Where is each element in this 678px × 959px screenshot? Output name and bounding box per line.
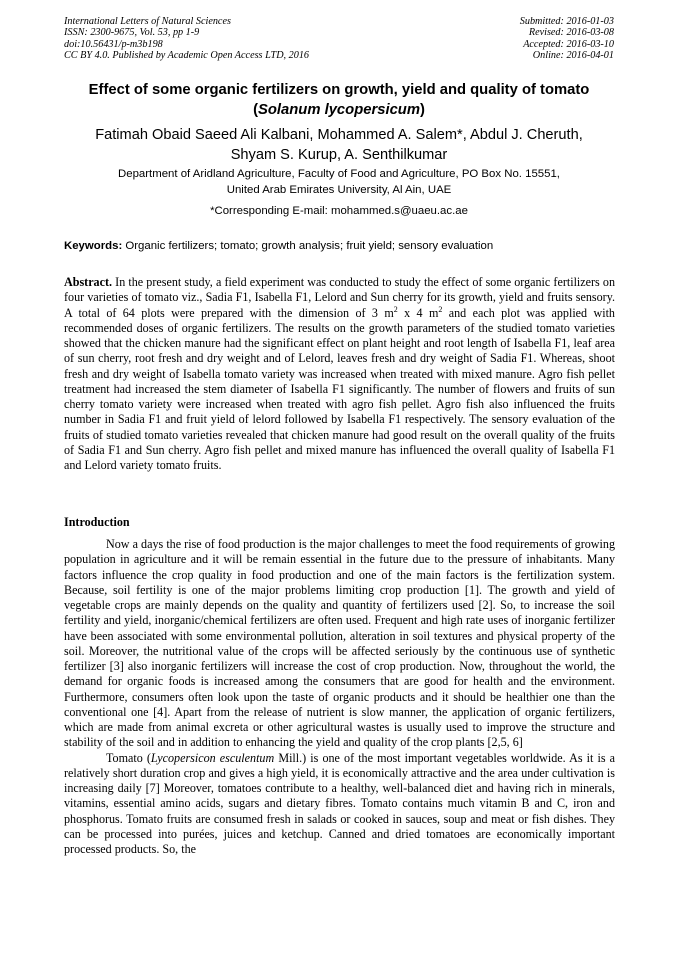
para2-species: Lycopersicon esculentum — [150, 750, 275, 765]
authors-line-1: Fatimah Obaid Saeed Ali Kalbani, Mohammed A. Salem*, Abdul J. Cheruth, — [95, 127, 583, 143]
author-list — [40, 125, 638, 165]
abstract-text-2: x 4 m — [397, 305, 439, 320]
journal-name: International Letters of Natural Sciences — [64, 16, 231, 27]
abstract-text-3: and each plot was applied with recommended doses of organic fertilizers. The results on the growth parameters of the studied tomato varieties showed that the chicken manure had the significant effect on plant height and root length of Isabella F1, leaf area of sun cherry, root fresh and dry weight and of Lelord, leaves fresh and dry weight of Sadia F1. Whereas, shoot fresh and dry weight of Isabella tomato variety was increased when treated with mixed manure. Agro fish pellet treatment had increased the stem diameter of Isabella F1 significantly. The number of flowers and fruits of sun cherry tomato variety were increased when treated with agro fish pellet. Agro fish also influenced the fruits number in Sadia F1 and fruit yield of lelord followed by Isabella F1 respectively. The sensory evaluation of the fruits of studied tomato varieties revealed that chicken manure had good result on the overall quality of the fruits of Sadia F1 and Sun cherry. Agro fish pellet and mixed manure has influenced the overall quality of Isabella F1 and Lelord variety tomato fruits. — [64, 305, 615, 472]
corresponding-email: *Corresponding E-mail: mohammed.s@uaeu.ac.ae — [210, 205, 468, 217]
introduction-body — [64, 537, 615, 857]
authors-line-2: Shyam S. Kurup, A. Senthilkumar — [230, 147, 448, 163]
introduction-heading: Introduction — [64, 515, 130, 529]
submitted-date: Submitted: 2016-01-03 — [519, 16, 614, 27]
para2-text-a: Tomato ( — [106, 750, 151, 765]
abstract-sup-1: 2 — [393, 304, 398, 314]
title-species: Solanum lycopersicum — [258, 102, 420, 118]
title-main: Effect of some organic fertilizers on growth, yield and quality of tomato — [88, 82, 590, 98]
accepted-date: Accepted: 2016-03-10 — [523, 38, 614, 50]
introduction-paragraph-1: Now a days the rise of food production is the major challenges to meet the food requirements of growing population in agriculture and it will be remain essential in the future due to the pressure of inhabitants. Many factors influence the crop quality in food production and one of the main factors is the fertilization system. Because, soil fertility is one of the major problems limiting crop production [1]. The growth and yield of vegetable crops are mainly depends on the quality and quantity of fertilizers used [2]. So, to increase the soil fertility and yield, inorganic/chemical fertilizers are often used. Frequent and high rate uses of inorganic fertilizer have been associated with some environmental pollution, alteration in soil textures and physical property of the soil. Moreover, the nutritional value of the crops will be affected seriously by the continuous use of synthetic fertilizer [3] also inorganic fertilizers will increase the cost of crop production. Now, throughout the world, the demand for organic foods is increased among the consumers that are good for health and the environment. Furthermore, consumers often look upon the taste of organic products and it should be healthier one than the conventional one [4]. Apart from the release of nutrient is slow manner, the application of organic fertilizers, which are made from animal excreta or other agricultural wastes is usually used to improve the structure and stability of the soil and in addition to enhancing the yield and quality of the crop plants [2,5, 6] — [64, 537, 615, 750]
introduction-paragraph-2 — [64, 751, 615, 858]
abstract-text-1: In the present study, a field experiment was conducted to study the effect of some organic fertilizers on four varieties of tomato viz., Sadia F1, Isabella F1, Lelord and Sun cherry for its growth, yield and fruits sensory. A total of 64 plots were prepared with the dimension of 3 m — [64, 275, 615, 320]
affiliation-line-2: United Arab Emirates University, Al Ain, UAE — [226, 184, 452, 196]
abstract — [64, 275, 615, 473]
online-date: Online: 2016-04-01 — [532, 50, 614, 62]
journal-license: CC BY 4.0. Published by Academic Open Access LTD, 2016 — [64, 50, 310, 62]
abstract-label: Abstract. — [64, 275, 113, 289]
para2-text-b: Mill.) is one of the most important vegetables worldwide. As it is a relatively short duration crop and gives a high yield, it is economically attractive and the area under cultivation is increasing daily [7] Moreover, tomatoes contribute to a healthy, well-balanced diet and having rich in minerals, vitamins, essential amino acids, sugars and dietary fibres. Tomato contains much vitamin B and C, iron and phosphorus. Tomato fruits are consumed fresh in salads or cooked in sauces, soup and meat or fish dishes. They can be processed into purées, juices and ketchup. Canned and dried tomatoes are economically important processed products. So, the — [64, 750, 616, 856]
revised-date: Revised: 2016-03-08 — [528, 27, 614, 39]
paper-title — [40, 80, 638, 120]
affiliation-line-1: Department of Aridland Agriculture, Faculty of Food and Agriculture, PO Box No. 15551, — [118, 168, 560, 180]
affiliation — [40, 166, 638, 198]
submission-dates — [520, 16, 614, 62]
journal-issn: ISSN: 2300-9675, Vol. 53, pp 1-9 — [64, 27, 200, 39]
abstract-sup-2: 2 — [438, 304, 443, 314]
journal-doi: doi:10.56431/p-m3b198 — [64, 38, 163, 50]
journal-info — [64, 16, 309, 62]
title-close-paren: ) — [420, 102, 425, 118]
keywords-text: Organic fertilizers; tomato; growth analysis; fruit yield; sensory evaluation — [122, 240, 494, 252]
keywords-label: Keywords: — [64, 240, 123, 252]
keywords — [64, 238, 624, 254]
title-open-paren: ( — [253, 102, 258, 118]
